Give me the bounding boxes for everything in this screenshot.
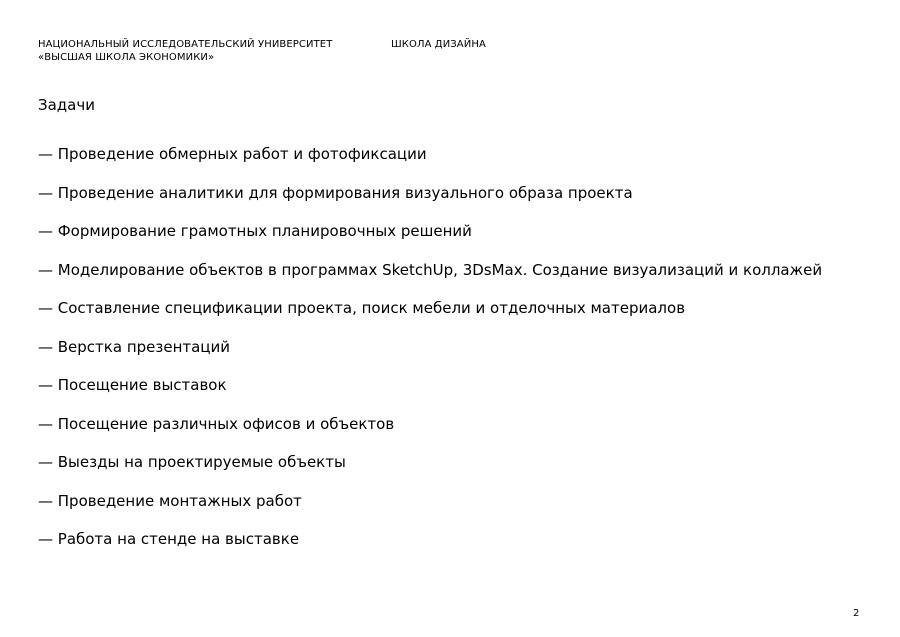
task-item: — Моделирование объектов в программах SketchUp, 3DsMax. Создание визуализаций и коллажей <box>38 260 823 279</box>
task-item: — Работа на стенде на выставке <box>38 530 300 548</box>
school-name: ШКОЛА ДИЗАЙНА <box>391 39 486 50</box>
task-item: — Посещение выставок <box>38 376 227 394</box>
institution-line-1: НАЦИОНАЛЬНЫЙ ИССЛЕДОВАТЕЛЬСКИЙ УНИВЕРСИТЕТ <box>38 39 333 50</box>
institution-name <box>38 38 332 64</box>
task-item: — Посещение различных офисов и объектов <box>38 414 395 433</box>
page-heading: Задачи <box>38 96 95 114</box>
task-item: — Проведение монтажных работ <box>38 491 302 510</box>
task-item: — Проведение аналитики для формирования визуального образа проекта <box>38 183 633 202</box>
task-item: — Верстка презентаций <box>38 337 231 356</box>
task-list <box>38 144 822 568</box>
task-item: — Составление спецификации проекта, поиск мебели и отделочных материалов <box>38 299 686 317</box>
institution-line-2: «ВЫСШАЯ ШКОЛА ЭКОНОМИКИ» <box>38 52 215 63</box>
page-number: 2 <box>853 608 860 619</box>
task-item: — Выезды на проектируемые объекты <box>38 453 346 471</box>
task-item: — Проведение обмерных работ и фотофиксации <box>38 145 427 163</box>
task-item: — Формирование грамотных планировочных решений <box>38 222 472 240</box>
